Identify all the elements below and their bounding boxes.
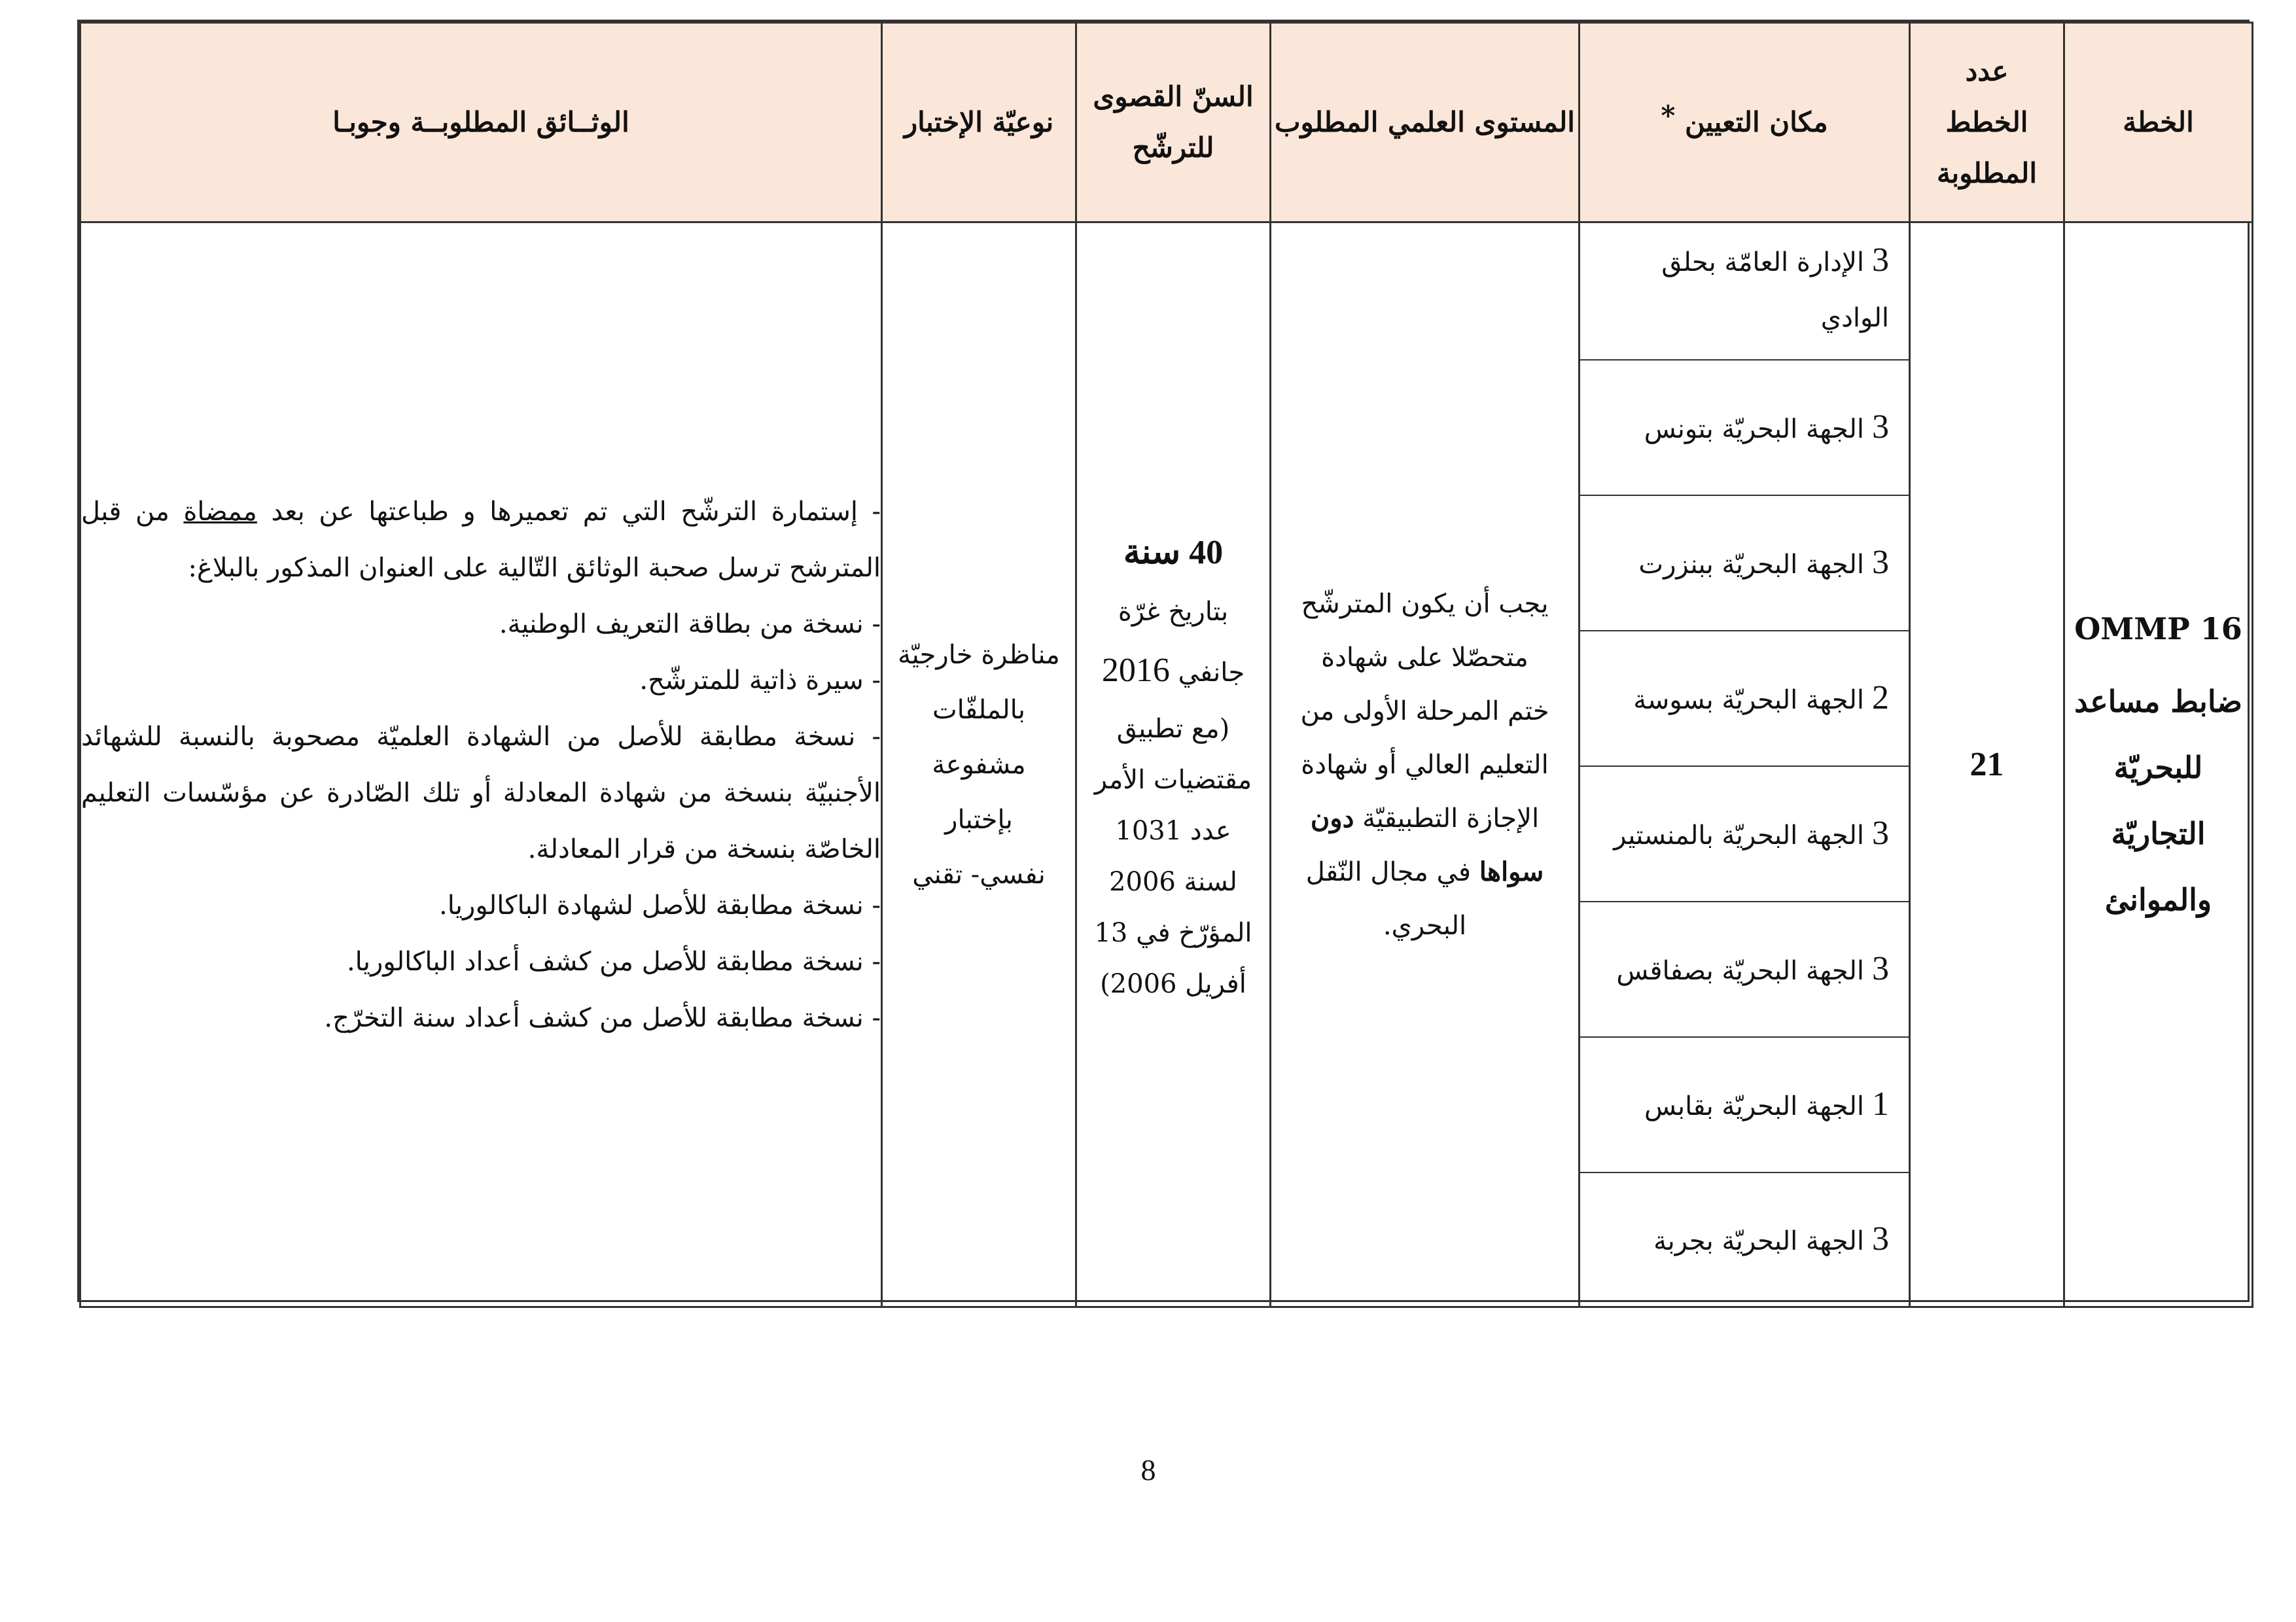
docs-underlined-word: ممضاة bbox=[183, 496, 257, 527]
docs-item: - نسخة مطابقة للأصل من الشهادة العلميّة مصحوبة بالنسبة للشهائد الأجنبيّة بنسخة من شهادة المعادلة أو تلك الصّادرة عن مؤسّسات التعليم الخاصّة بنسخة من قرار المعادلة. bbox=[81, 721, 881, 864]
level-line: البحري. bbox=[1383, 910, 1467, 941]
place-name: الجهة البحريّة بقابس bbox=[1644, 1091, 1864, 1122]
level-line: متحصّلا على شهادة bbox=[1321, 642, 1528, 673]
level-line: يجب أن يكون المترشّح bbox=[1301, 588, 1549, 619]
level-emphasis: دون bbox=[1310, 802, 1354, 834]
place-count: 2 bbox=[1872, 679, 1889, 717]
age-line: المؤرّخ في 13 bbox=[1094, 917, 1252, 948]
count-cell: 21 bbox=[1910, 222, 2064, 1307]
plan-title-line1: ضابط مساعد bbox=[2074, 683, 2242, 719]
place-name: الجهة البحريّة بصفاقس bbox=[1616, 956, 1864, 987]
docs-item bbox=[81, 484, 881, 596]
docs-item: - نسخة من بطاقة التعريف الوطنية. bbox=[499, 608, 881, 639]
age-line: عدد 1031 bbox=[1115, 815, 1231, 846]
age-line: مقتضيات الأمر bbox=[1094, 764, 1252, 795]
page-number: 8 bbox=[1140, 1453, 1156, 1487]
exam-line: بإختبار bbox=[945, 804, 1013, 835]
docs-item: - نسخة مطابقة للأصل من كشف أعداد الباكالوريا. bbox=[346, 946, 881, 977]
header-row bbox=[80, 23, 2253, 222]
place-name: الإدارة العامّة بحلق الوادي bbox=[1661, 247, 1889, 333]
place-name: الجهة البحريّة ببنزرت bbox=[1638, 550, 1864, 580]
exam-line: نفسي- تقني bbox=[912, 859, 1046, 890]
level-line: التعليم العالي أو شهادة bbox=[1301, 749, 1549, 780]
header-age-line1: السنّ القصوى bbox=[1093, 80, 1254, 113]
place-count: 3 bbox=[1872, 241, 1889, 279]
plan-title-line2: للبحريّة bbox=[2113, 749, 2203, 785]
header-exam: نوعيّة الإختبار bbox=[882, 23, 1076, 222]
place-name: الجهة البحريّة بسوسة bbox=[1633, 685, 1864, 716]
header-count-line3: المطلوبة bbox=[1936, 156, 2037, 189]
exam-line: مناظرة خارجيّة bbox=[898, 639, 1060, 670]
header-count bbox=[1910, 23, 2064, 222]
docs-item: - نسخة مطابقة للأصل لشهادة الباكالوريا. bbox=[439, 890, 881, 921]
exam-cell bbox=[882, 222, 1076, 1307]
plan-title-line4: والموانئ bbox=[2104, 882, 2212, 918]
docs-item: - سيرة ذاتية للمترشّح. bbox=[639, 665, 881, 696]
list-item bbox=[1580, 1172, 1909, 1306]
age-line: لسنة 2006 bbox=[1109, 866, 1237, 897]
docs-item: - نسخة مطابقة للأصل من كشف أعداد سنة التخرّج. bbox=[324, 1002, 881, 1033]
places-cell bbox=[1580, 222, 1910, 1307]
age-line: أفريل 2006) bbox=[1100, 968, 1246, 999]
list-item bbox=[1580, 902, 1909, 1037]
place-count: 3 bbox=[1872, 544, 1889, 582]
level-line: ختم المرحلة الأولى من bbox=[1300, 696, 1549, 726]
list-item bbox=[1580, 360, 1909, 495]
exam-line: بالملفّات bbox=[932, 694, 1025, 725]
job-offer-table bbox=[79, 22, 2253, 1308]
place-count: 3 bbox=[1872, 950, 1889, 988]
header-place bbox=[1580, 23, 1910, 222]
docs-item-text: من قبل المترشح ترسل صحبة الوثائق التّالية على العنوان المذكور بالبلاغ: bbox=[81, 496, 881, 583]
list-item bbox=[1580, 631, 1909, 766]
level-emphasis: سواها bbox=[1479, 856, 1544, 887]
level-line: في مجال النّقل bbox=[1305, 856, 1471, 887]
place-name: الجهة البحريّة بالمنستير bbox=[1614, 820, 1864, 851]
age-cell bbox=[1076, 222, 1271, 1307]
header-age-line2: للترشّح bbox=[1132, 132, 1214, 164]
header-count-line2: الخطط bbox=[1945, 106, 2028, 139]
table-row bbox=[80, 222, 2253, 1307]
header-age bbox=[1076, 23, 1271, 222]
age-line: بتاريخ غرّة bbox=[1118, 596, 1229, 627]
list-item bbox=[1580, 223, 1909, 360]
place-count: 3 bbox=[1872, 1220, 1889, 1258]
header-docs: الوثــائق المطلوبــة وجوبـا bbox=[80, 23, 882, 222]
place-count: 1 bbox=[1872, 1085, 1889, 1123]
exam-line: مشفوعة bbox=[932, 749, 1026, 780]
level-line: الإجازة التطبيقيّة bbox=[1362, 803, 1540, 834]
job-offer-table-frame bbox=[77, 20, 2250, 1302]
places-list bbox=[1580, 223, 1909, 1306]
place-count: 3 bbox=[1872, 815, 1889, 853]
age-line: (مع تطبيق bbox=[1116, 713, 1230, 744]
age-line: جانفي bbox=[1178, 657, 1245, 688]
plan-code: OMMP 16 bbox=[2074, 610, 2242, 646]
list-item bbox=[1580, 1037, 1909, 1172]
header-plan: الخطة bbox=[2064, 23, 2253, 222]
docs-cell bbox=[80, 222, 882, 1307]
docs-item-text: - إستمارة الترشّح التي تم تعميرها و طباعتها عن بعد bbox=[271, 496, 881, 527]
place-name: الجهة البحريّة بتونس bbox=[1644, 414, 1864, 445]
plan-title-line3: التجاريّة bbox=[2111, 816, 2206, 852]
header-level: المستوى العلمي المطلوب bbox=[1271, 23, 1580, 222]
level-cell bbox=[1271, 222, 1580, 1307]
list-item bbox=[1580, 766, 1909, 902]
max-age-value: 40 سنة bbox=[1123, 534, 1224, 572]
header-place-label: مكان التعيين bbox=[1684, 106, 1828, 139]
header-count-line1: عدد bbox=[1965, 55, 2009, 88]
asterisk-mark: * bbox=[1661, 99, 1676, 132]
place-name: الجهة البحريّة بجربة bbox=[1653, 1226, 1864, 1257]
age-year: 2016 bbox=[1101, 651, 1170, 689]
plan-cell bbox=[2064, 222, 2253, 1307]
place-count: 3 bbox=[1872, 408, 1889, 446]
list-item bbox=[1580, 495, 1909, 631]
